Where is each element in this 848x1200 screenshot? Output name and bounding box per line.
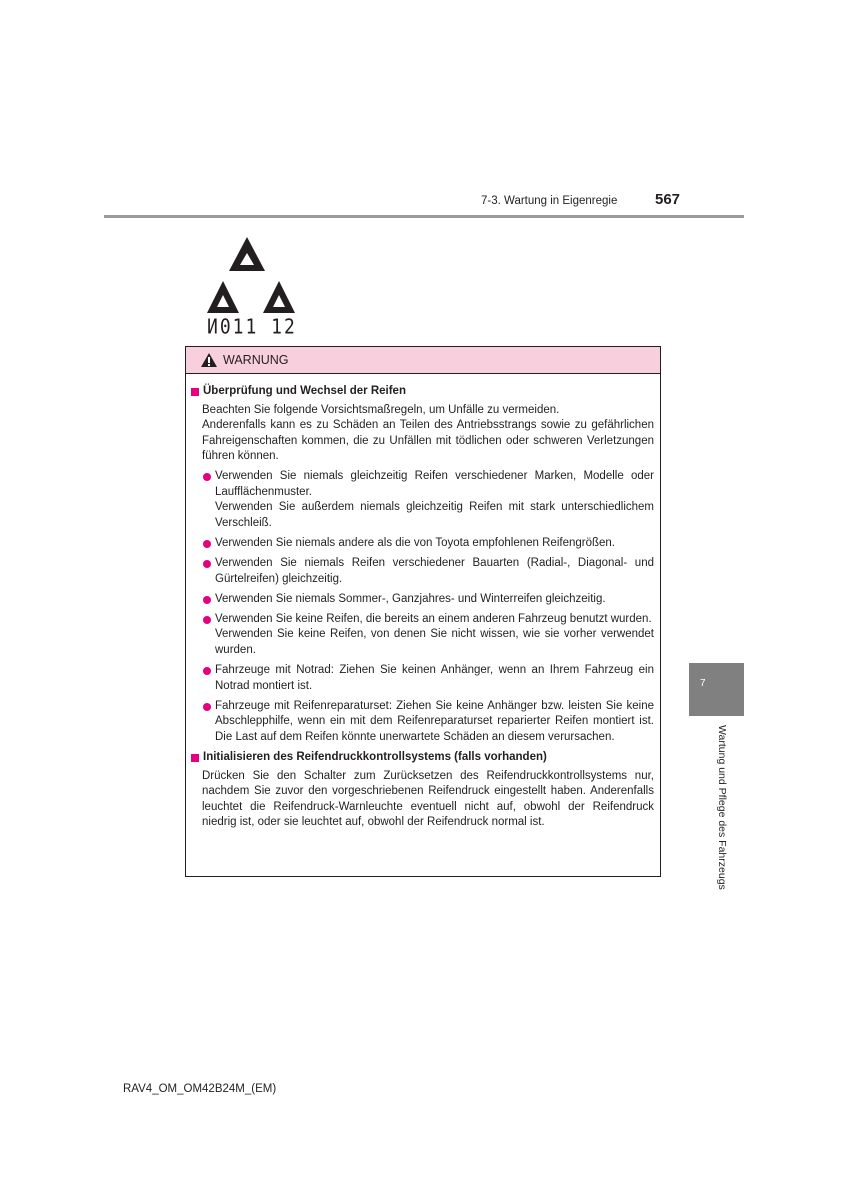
square-bullet-icon [191, 754, 199, 762]
warning-box [185, 346, 661, 877]
warning-title: WARNUNG [223, 353, 289, 367]
list-item-text: Fahrzeuge mit Reifenreparaturset: Ziehen Sie keine Anhänger bzw. leisten Sie keine Abschlepphilfe, wenn ein mit dem Reifenreparaturset reparierter Reifen montiert ist. Die Last auf dem Reifen könnte unerwartete Schäden an diesem verursachen. [215, 699, 654, 743]
list-item [191, 663, 654, 694]
footer-document-code: RAV4_OM_OM42B24M_(EM) [123, 1083, 277, 1095]
warning-body [186, 374, 660, 831]
header-section-title: 7-3. Wartung in Eigenregie [481, 195, 618, 207]
bullet-dot-icon [203, 560, 211, 568]
tire-code: И011 12 [207, 315, 297, 340]
intro-line: Drücken Sie den Schalter zum Zurücksetzen des Reifendruckkontrollsystems nur, nachdem Sie zuvor den vorgeschriebenen Reifendruck eingestellt haben. Anderenfalls leuchtet die Reifendruck-Warnleuchte eventuell nicht auf, obwohl der Reifendruck niedrig ist, oder sie leuchtet auf, obwohl der Reifendruck normal ist. [202, 769, 654, 829]
intro-paragraph [191, 769, 654, 831]
warning-triangle-icon [200, 352, 218, 368]
list-item [191, 699, 654, 746]
warning-header [186, 347, 660, 374]
section-title-text: Überprüfung und Wechsel der Reifen [203, 385, 406, 397]
square-bullet-icon [191, 388, 199, 396]
intro-line: Anderenfalls kann es zu Schäden an Teilen des Antriebsstrangs sowie zu gefährlichen Fahreigenschaften kommen, die zu Unfällen mit tödlichen oder schweren Verletzungen führen können. [202, 419, 654, 463]
list-item-text: Verwenden Sie keine Reifen, von denen Sie nicht wissen, wie sie vorher verwendet wurden. [215, 628, 654, 656]
list-item-text: Verwenden Sie keine Reifen, die bereits an einem anderen Fahrzeug benutzt wurden. [215, 612, 652, 625]
list-item [191, 612, 654, 659]
bullet-dot-icon [203, 616, 211, 624]
bullet-list [191, 469, 654, 746]
chapter-title: Wartung und Pflege des Fahrzeugs [716, 725, 728, 890]
bullet-dot-icon [203, 667, 211, 675]
list-item [191, 556, 654, 587]
section-title-tpms [191, 750, 654, 766]
bullet-dot-icon [203, 473, 211, 481]
list-item [191, 592, 654, 608]
bullet-dot-icon [203, 703, 211, 711]
bullet-dot-icon [203, 540, 211, 548]
list-item-text: Verwenden Sie niemals Sommer-, Ganzjahres- und Winterreifen gleichzeitig. [215, 592, 606, 605]
list-item-text: Fahrzeuge mit Notrad: Ziehen Sie keinen Anhänger, wenn an Ihrem Fahrzeug ein Notrad montiert ist. [215, 664, 654, 692]
header-rule [104, 215, 744, 218]
intro-line: Beachten Sie folgende Vorsichtsmaßregeln, um Unfälle zu vermeiden. [202, 403, 560, 416]
page-number: 567 [655, 191, 681, 208]
list-item-text: Verwenden Sie außerdem niemals gleichzeitig Reifen mit stark unterschiedlichem Verschleiß. [215, 501, 654, 529]
intro-paragraph [191, 403, 654, 465]
section-title-tire-check [191, 384, 654, 400]
bullet-dot-icon [203, 596, 211, 604]
chapter-tab[interactable] [689, 663, 744, 716]
chapter-number: 7 [700, 678, 706, 689]
list-item [191, 536, 654, 552]
list-item-text: Verwenden Sie niemals Reifen verschiedener Bauarten (Radial-, Diagonal- und Gürtelreifen) gleichzeitig. [215, 556, 654, 585]
section-title-text: Initialisieren des Reifendruckkontrollsystems (falls vorhanden) [203, 750, 547, 763]
list-item-text: Verwenden Sie niemals andere als die von Toyota empfohlenen Reifengrößen. [215, 536, 615, 549]
list-item-text: Verwenden Sie niemals gleichzeitig Reifen verschiedener Marken, Modelle oder Laufflächenmuster. [215, 469, 654, 498]
list-item [191, 469, 654, 531]
